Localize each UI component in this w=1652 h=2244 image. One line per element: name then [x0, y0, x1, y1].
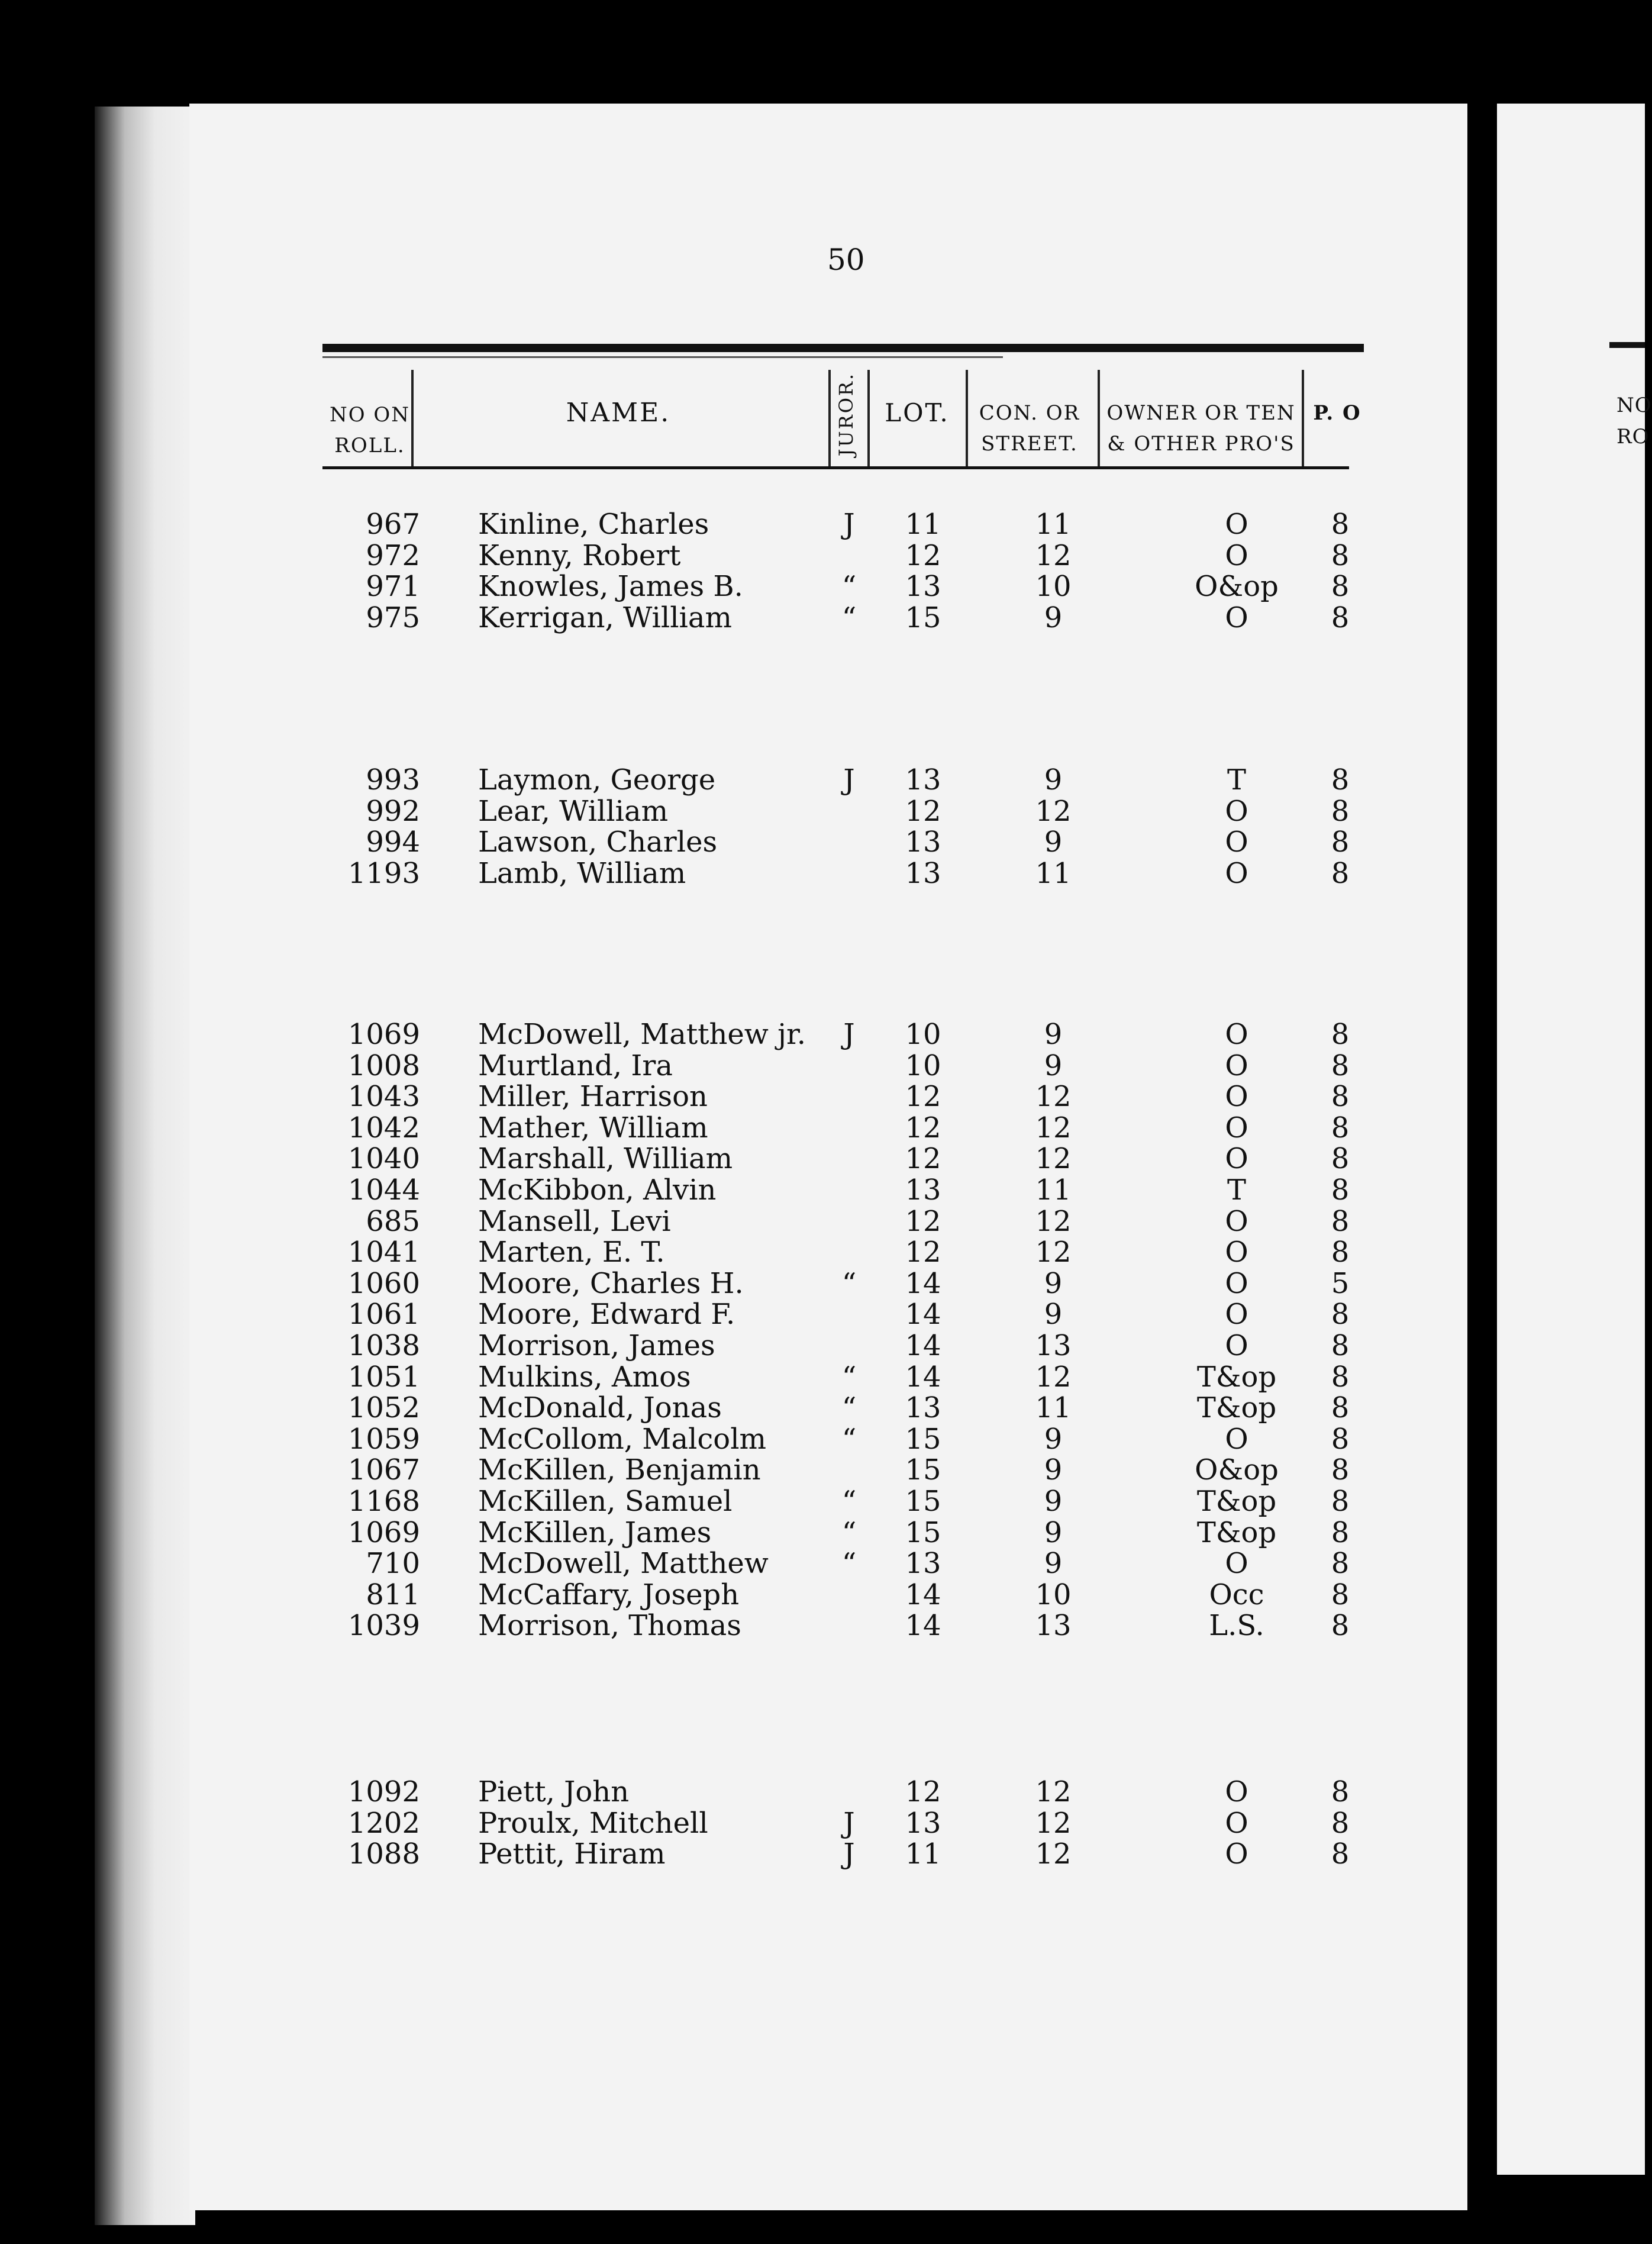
cell-juror: “: [841, 601, 857, 634]
cell-name: McKillen, Benjamin: [478, 1453, 761, 1487]
table-row: [0, 1237, 1645, 1268]
cell-con: 10: [1035, 1578, 1072, 1611]
cell-po: 8: [1331, 539, 1350, 572]
table-row: [0, 1839, 1645, 1869]
cell-juror: J: [843, 763, 855, 797]
cell-name: Murtland, Ira: [478, 1049, 673, 1082]
cell-roll: 1060: [347, 1266, 420, 1300]
cell-lot: 15: [905, 1485, 941, 1518]
cell-lot: 10: [905, 1049, 941, 1082]
cell-owner: O: [1225, 539, 1248, 572]
cell-po: 8: [1331, 1806, 1350, 1840]
header-rule-top: [322, 344, 1364, 352]
cell-owner: O: [1225, 794, 1248, 828]
cell-owner: O: [1225, 1806, 1248, 1840]
cell-lot: 12: [905, 1204, 941, 1238]
table-row: [0, 1517, 1645, 1548]
cell-po: 8: [1331, 1329, 1350, 1362]
cell-juror: J: [843, 508, 855, 541]
cell-po: 8: [1331, 1204, 1350, 1238]
table-row: [0, 1777, 1645, 1807]
table-row: [0, 1362, 1645, 1392]
cell-lot: 14: [905, 1329, 941, 1362]
table-row: [0, 1579, 1645, 1610]
cell-lot: 12: [905, 539, 941, 572]
cell-roll: 1041: [347, 1236, 420, 1269]
cell-owner: O: [1225, 1547, 1248, 1581]
cell-po: 8: [1331, 1298, 1350, 1331]
cell-roll: 685: [366, 1204, 420, 1238]
table-row: [0, 571, 1645, 602]
header-roll: [322, 399, 417, 461]
cell-roll: 1092: [347, 1775, 420, 1808]
cell-owner: T&op: [1196, 1391, 1277, 1425]
cell-con: 13: [1035, 1329, 1072, 1362]
adjacent-page-rule: [1609, 342, 1645, 348]
cell-owner: T: [1227, 1173, 1246, 1207]
table-row: [0, 1143, 1645, 1174]
cell-lot: 12: [905, 1111, 941, 1144]
table-row: [0, 1299, 1645, 1330]
cell-roll: 967: [366, 508, 420, 541]
cell-po: 8: [1331, 1391, 1350, 1425]
cell-owner: T: [1227, 763, 1246, 797]
cell-name: Lamb, William: [478, 856, 686, 890]
cell-po: 8: [1331, 1547, 1350, 1581]
cell-name: Mulkins, Amos: [478, 1360, 691, 1394]
cell-name: Morrison, James: [478, 1329, 715, 1362]
cell-juror: “: [841, 1547, 857, 1581]
cell-con: 9: [1044, 601, 1063, 634]
cell-con: 12: [1035, 1111, 1072, 1144]
cell-roll: 972: [366, 539, 420, 572]
cell-juror: “: [841, 1422, 857, 1456]
header-roll-line2: ROLL.: [334, 434, 405, 457]
cell-lot: 12: [905, 794, 941, 828]
cell-con: 13: [1035, 1609, 1072, 1643]
cell-owner: O: [1225, 1775, 1248, 1808]
cell-po: 8: [1331, 1080, 1350, 1114]
cell-owner: O: [1225, 1111, 1248, 1144]
cell-po: 8: [1331, 508, 1350, 541]
cell-name: Kerrigan, William: [478, 601, 733, 634]
cell-con: 12: [1035, 1360, 1072, 1394]
cell-con: 11: [1035, 1391, 1072, 1425]
cell-con: 9: [1044, 1049, 1063, 1082]
cell-roll: 1069: [347, 1516, 420, 1549]
cell-po: 5: [1331, 1266, 1350, 1300]
cell-con: 10: [1035, 570, 1072, 604]
cell-name: Morrison, Thomas: [478, 1609, 741, 1643]
cell-roll: 1044: [347, 1173, 420, 1207]
cell-name: McKillen, James: [478, 1516, 712, 1549]
table-row: [0, 858, 1645, 889]
cell-po: 8: [1331, 1775, 1350, 1808]
cell-name: Moore, Charles H.: [478, 1266, 744, 1300]
cell-con: 12: [1035, 1204, 1072, 1238]
cell-juror: “: [841, 1391, 857, 1425]
table-row: [0, 1330, 1645, 1361]
cell-roll: 1059: [347, 1422, 420, 1456]
cell-po: 8: [1331, 601, 1350, 634]
cell-name: Pettit, Hiram: [478, 1837, 666, 1871]
cell-owner: O: [1225, 508, 1248, 541]
cell-name: McDowell, Matthew jr.: [478, 1018, 806, 1051]
cell-roll: 994: [366, 826, 420, 859]
cell-roll: 1040: [347, 1142, 420, 1176]
header-divider: [867, 370, 870, 468]
cell-lot: 14: [905, 1578, 941, 1611]
table-row: [0, 1424, 1645, 1455]
cell-owner: L.S.: [1209, 1609, 1264, 1643]
cell-lot: 15: [905, 1516, 941, 1549]
cell-lot: 12: [905, 1775, 941, 1808]
cell-roll: 1043: [347, 1080, 420, 1114]
table-row: [0, 1808, 1645, 1839]
cell-juror: J: [843, 1806, 855, 1840]
cell-con: 9: [1044, 826, 1063, 859]
cell-roll: 1193: [347, 856, 420, 890]
cell-owner: O: [1225, 1298, 1248, 1331]
cell-lot: 14: [905, 1298, 941, 1331]
cell-lot: 13: [905, 763, 941, 797]
cell-con: 12: [1035, 1837, 1072, 1871]
table-row: [0, 1455, 1645, 1485]
cell-con: 9: [1044, 763, 1063, 797]
cell-lot: 12: [905, 1142, 941, 1176]
cell-name: McKillen, Samuel: [478, 1485, 733, 1518]
cell-roll: 992: [366, 794, 420, 828]
header-con-line2: STREET.: [981, 432, 1078, 456]
cell-po: 8: [1331, 826, 1350, 859]
cell-owner: O: [1225, 1329, 1248, 1362]
table-row: [0, 1175, 1645, 1205]
cell-lot: 11: [905, 1837, 941, 1871]
cell-po: 8: [1331, 794, 1350, 828]
cell-roll: 1088: [347, 1837, 420, 1871]
cell-lot: 13: [905, 1173, 941, 1207]
page-number: 50: [827, 243, 865, 277]
cell-po: 8: [1331, 763, 1350, 797]
header-con: [970, 398, 1089, 459]
cell-lot: 14: [905, 1609, 941, 1643]
cell-name: McDowell, Matthew: [478, 1547, 769, 1581]
cell-po: 8: [1331, 1516, 1350, 1549]
cell-owner: O: [1225, 1266, 1248, 1300]
cell-con: 9: [1044, 1547, 1063, 1581]
cell-name: McKibbon, Alvin: [478, 1173, 717, 1207]
cell-con: 12: [1035, 539, 1072, 572]
cell-lot: 13: [905, 570, 941, 604]
header-owner: [1101, 398, 1302, 459]
cell-po: 8: [1331, 570, 1350, 604]
cell-po: 8: [1331, 1111, 1350, 1144]
cell-po: 8: [1331, 1142, 1350, 1176]
cell-lot: 12: [905, 1236, 941, 1269]
cell-roll: 1202: [347, 1806, 420, 1840]
cell-roll: 1067: [347, 1453, 420, 1487]
cell-po: 8: [1331, 1236, 1350, 1269]
cell-con: 12: [1035, 1236, 1072, 1269]
table-row: [0, 827, 1645, 857]
table-row: [0, 1486, 1645, 1517]
cell-owner: T&op: [1196, 1516, 1277, 1549]
cell-juror: J: [843, 1837, 855, 1871]
header-roll-line1: NO ON: [329, 403, 411, 427]
cell-lot: 10: [905, 1018, 941, 1051]
cell-name: Mansell, Levi: [478, 1204, 671, 1238]
table-row: [0, 602, 1645, 633]
cell-po: 8: [1331, 1422, 1350, 1456]
cell-roll: 1069: [347, 1018, 420, 1051]
cell-owner: T&op: [1196, 1485, 1277, 1518]
cell-po: 8: [1331, 1485, 1350, 1518]
cell-owner: T&op: [1196, 1360, 1277, 1394]
cell-owner: O: [1225, 1236, 1248, 1269]
cell-con: 12: [1035, 1142, 1072, 1176]
cell-name: Moore, Edward F.: [478, 1298, 735, 1331]
cell-lot: 13: [905, 1391, 941, 1425]
table-row: [0, 1113, 1645, 1143]
cell-juror: “: [841, 570, 857, 604]
cell-owner: O: [1225, 1837, 1248, 1871]
table-row: [0, 1206, 1645, 1237]
table-row: [0, 540, 1645, 571]
table-row: [0, 1081, 1645, 1112]
cell-po: 8: [1331, 1049, 1350, 1082]
cell-owner: O: [1225, 856, 1248, 890]
table-row: [0, 1548, 1645, 1579]
cell-po: 8: [1331, 1578, 1350, 1611]
cell-juror: J: [843, 1018, 855, 1051]
cell-con: 12: [1035, 1806, 1072, 1840]
cell-po: 8: [1331, 856, 1350, 890]
cell-po: 8: [1331, 1018, 1350, 1051]
cell-po: 8: [1331, 1609, 1350, 1643]
cell-con: 9: [1044, 1298, 1063, 1331]
header-lot: LOT.: [885, 398, 950, 427]
header-po: P. O: [1313, 401, 1361, 425]
cell-name: Kenny, Robert: [478, 539, 681, 572]
cell-con: 12: [1035, 1775, 1072, 1808]
cell-lot: 14: [905, 1266, 941, 1300]
cell-con: 11: [1035, 508, 1072, 541]
cell-name: Piett, John: [478, 1775, 630, 1808]
cell-lot: 12: [905, 1080, 941, 1114]
table-row: [0, 1019, 1645, 1050]
cell-owner: Occ: [1209, 1578, 1264, 1611]
cell-roll: 971: [366, 570, 420, 604]
cell-juror: “: [841, 1485, 857, 1518]
header-rule-top-thin: [322, 356, 1003, 358]
cell-owner: O&op: [1195, 1453, 1279, 1487]
table-row: [0, 1610, 1645, 1641]
header-owner-line1: OWNER OR TEN: [1106, 401, 1296, 425]
cell-lot: 15: [905, 1422, 941, 1456]
cell-con: 12: [1035, 794, 1072, 828]
cell-con: 9: [1044, 1485, 1063, 1518]
header-divider: [828, 370, 831, 468]
cell-roll: 1042: [347, 1111, 420, 1144]
adjacent-page-header-line2: RO: [1616, 425, 1650, 449]
cell-name: Proulx, Mitchell: [478, 1806, 708, 1840]
cell-name: Miller, Harrison: [478, 1080, 708, 1114]
cell-name: Marshall, William: [478, 1142, 733, 1176]
header-owner-line2: & OTHER PRO'S: [1107, 432, 1295, 456]
cell-con: 9: [1044, 1018, 1063, 1051]
cell-roll: 710: [366, 1547, 420, 1581]
cell-po: 8: [1331, 1173, 1350, 1207]
cell-roll: 993: [366, 763, 420, 797]
cell-con: 9: [1044, 1422, 1063, 1456]
cell-name: Kinline, Charles: [478, 508, 709, 541]
cell-con: 9: [1044, 1266, 1063, 1300]
cell-roll: 1039: [347, 1609, 420, 1643]
cell-name: McCollom, Malcolm: [478, 1422, 767, 1456]
cell-lot: 15: [905, 601, 941, 634]
cell-name: Lawson, Charles: [478, 826, 718, 859]
cell-roll: 1008: [347, 1049, 420, 1082]
header-rule-bottom: [322, 466, 1349, 469]
cell-owner: O: [1225, 1142, 1248, 1176]
cell-con: 11: [1035, 856, 1072, 890]
header-divider: [411, 370, 414, 468]
cell-con: 12: [1035, 1080, 1072, 1114]
cell-po: 8: [1331, 1453, 1350, 1487]
cell-juror: “: [841, 1266, 857, 1300]
cell-roll: 1051: [347, 1360, 420, 1394]
cell-name: Lear, William: [478, 794, 669, 828]
cell-roll: 975: [366, 601, 420, 634]
cell-owner: O: [1225, 601, 1248, 634]
cell-owner: O: [1225, 1049, 1248, 1082]
table-row: [0, 796, 1645, 827]
cell-roll: 1061: [347, 1298, 420, 1331]
cell-lot: 11: [905, 508, 941, 541]
cell-lot: 13: [905, 1547, 941, 1581]
cell-con: 9: [1044, 1516, 1063, 1549]
cell-lot: 14: [905, 1360, 941, 1394]
table-row: [0, 1268, 1645, 1299]
cell-owner: O: [1225, 1204, 1248, 1238]
cell-po: 8: [1331, 1837, 1350, 1871]
table-row: [0, 1050, 1645, 1081]
cell-juror: “: [841, 1360, 857, 1394]
cell-owner: O: [1225, 1080, 1248, 1114]
table-row: [0, 765, 1645, 795]
cell-juror: “: [841, 1516, 857, 1549]
cell-roll: 1052: [347, 1391, 420, 1425]
cell-name: McCaffary, Joseph: [478, 1578, 740, 1611]
header-divider: [1098, 370, 1100, 468]
cell-con: 9: [1044, 1453, 1063, 1487]
header-con-line1: CON. OR: [979, 401, 1080, 425]
cell-po: 8: [1331, 1360, 1350, 1394]
header-juror-label: JUROR.: [835, 372, 858, 457]
cell-roll: 1038: [347, 1329, 420, 1362]
cell-name: Marten, E. T.: [478, 1236, 665, 1269]
cell-lot: 13: [905, 856, 941, 890]
cell-name: Knowles, James B.: [478, 570, 743, 604]
cell-lot: 13: [905, 826, 941, 859]
adjacent-page-header-line1: NO: [1616, 394, 1652, 417]
cell-name: Mather, William: [478, 1111, 708, 1144]
cell-owner: O: [1225, 826, 1248, 859]
cell-roll: 811: [366, 1578, 420, 1611]
cell-con: 11: [1035, 1173, 1072, 1207]
table-row: [0, 1392, 1645, 1423]
cell-name: McDonald, Jonas: [478, 1391, 722, 1425]
cell-owner: O: [1225, 1422, 1248, 1456]
header-name: NAME.: [566, 398, 671, 428]
header-divider: [1302, 370, 1304, 468]
table-row: [0, 509, 1645, 540]
cell-owner: O&op: [1195, 570, 1279, 604]
cell-roll: 1168: [347, 1485, 420, 1518]
cell-lot: 13: [905, 1806, 941, 1840]
cell-name: Laymon, George: [478, 763, 716, 797]
header-divider: [966, 370, 968, 468]
header-juror: [825, 367, 867, 462]
cell-owner: O: [1225, 1018, 1248, 1051]
cell-lot: 15: [905, 1453, 941, 1487]
